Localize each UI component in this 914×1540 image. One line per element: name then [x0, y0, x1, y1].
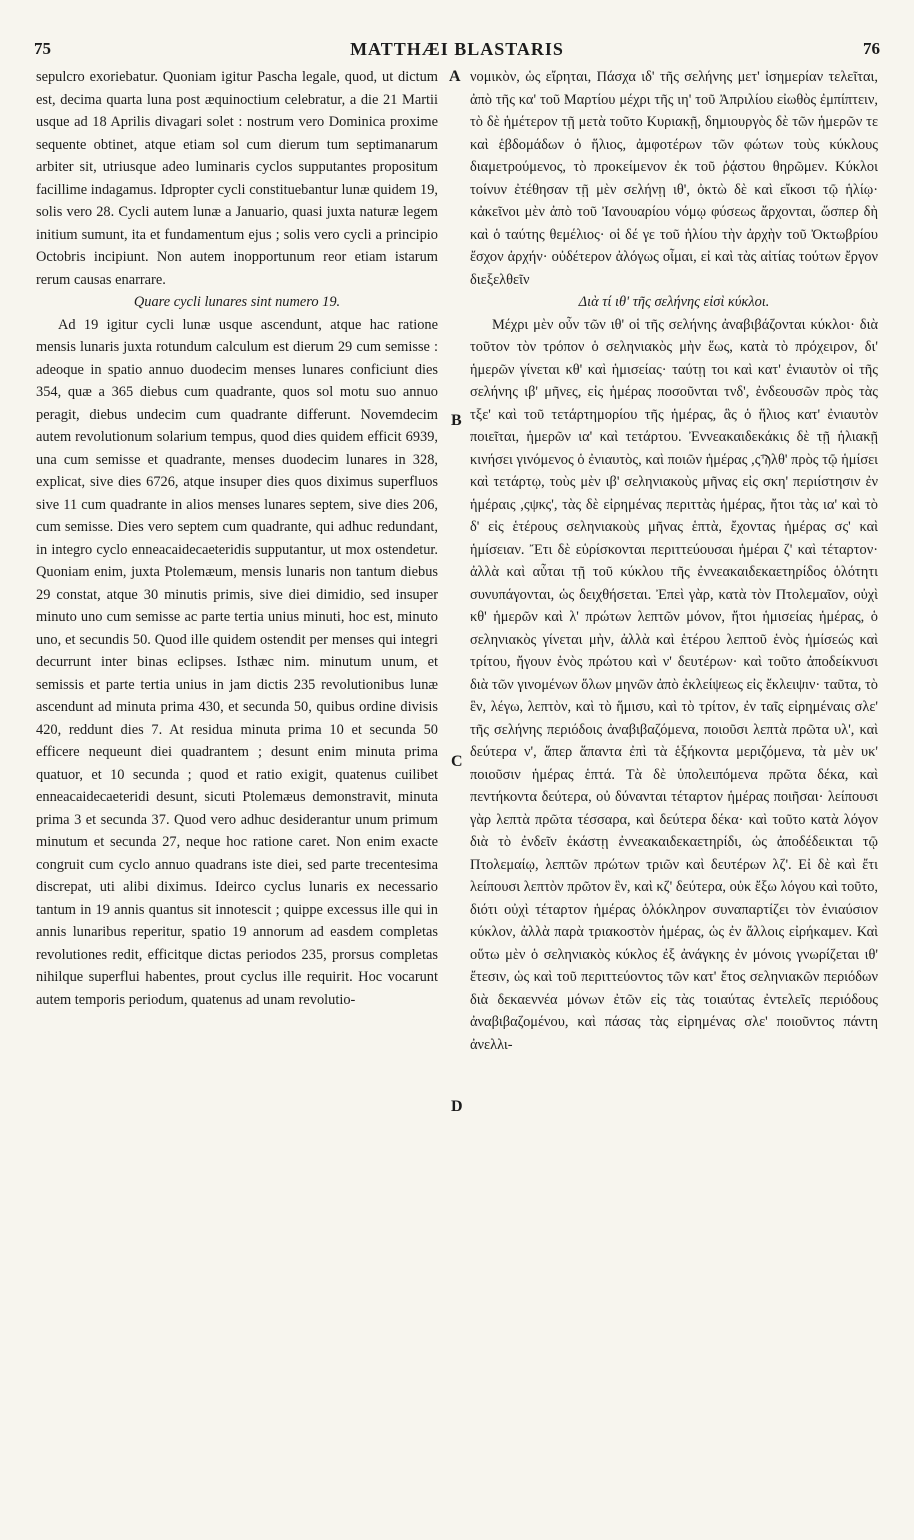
latin-section-title: Quare cycli lunares sint numero 19.: [133, 294, 341, 310]
greek-body-paragraph: Μέχρι μὲν οὖν τῶν ιθ' οἱ τῆς σελήνης ἀναβιβάζονται κύκλοι· διὰ τοῦτον τὸν τρόπον ὁ σεληνιακὸς μὴν ἕως, κατὰ τὸ πρόχειρον, δι' ἡμερῶν γίνεται κθ' καὶ ἡμισείας· ταύτῃ τοι καὶ κατ' ἐνιαυτὸν οἱ τῆς σελήνης ιβ' μῆνες, εἰς ἡμέρας ποσοῦνται τνδ', ἐνδεουσῶν πρὸς τὰς τξε' καὶ τοῦ τετάρτημορίου τῆς ἡμέρας, ἃς ὁ ἥλιος κατ' ἐνιαυτὸν ποιεῖται, ἡμερῶν ια' καὶ τετάρτου. Ἐννεακαιδεκάκις δὲ τῇ ἡλιακῇ κινήσει γινόμενος ὁ ἐνιαυτὸς, καὶ ποιῶν ἡμέρας ,ςϠλθ' πρὸς τῷ ἡμίσει καὶ τετάρτῳ, τοὺς μὲν ιβ' σεληνιακοὺς μῆνας εἰς σκη' περιίστησιν ἐν ἡμέραις ,ςψκς', τὰς δὲ εἰρημένας περιττὰς ἡμέρας, ἤτοι τὰς ια' καὶ τὸ δ' εἰς ἑτέρους σεληνιακοὺς μῆνας ἑπτὰ, ἔχοντας ἡμέρας σς' καὶ ἡμίσειαν. Ἔτι δὲ εὑρίσκονται περιττεύουσαι ἡμέραι ζ' καὶ τέταρτον· ἀλλὰ καὶ αὗται τῇ τοῦ κύκλου τῆς ἐννεακαιδεκαετηρίδος ὁλότητι συνυπάγονται, ὡς δειχθήσεται. Ἐπεὶ γὰρ, κατὰ τὸν Πτολεμαῖον, οὐχὶ κθ' ἡμερῶν καὶ λ' πρώτων λεπτῶν μόνον, ἤτοι ἡμισείας ἡμέρας, ὁ σεληνιακὸς γίνεται μὴν, ἀλλὰ καὶ ἑτέρου λεπτοῦ ἑνὸς ἡμίσεώς καὶ τρίτου, ἤγουν ἑνὸς πρώτου καὶ ν' δευτέρων· καὶ τοῦτο ἀποδείκνυσι διὰ τῶν γινομένων ὅλων μηνῶν ἀπὸ ἐκλείψεως εἰς ἔκλειψιν· ταῦτα, τὸ ἓν, λέγω, λεπτὸν, καὶ τὸ ἥμισυ, καὶ τὸ τρίτον, ἐν ταῖς εἰρημέναις σλε' τῆς σελήνης περιόδοις ἀναβιβαζόμενα, ποιοῦσι λεπτὰ πρῶτα υλ', καὶ δεύτερα ν', ἅπερ ἅπαντα ἐπὶ τὰ ἑξήκοντα μεριζόμενα, τὰ μὲν υκ' ποιοῦσιν ἡμέρας ἑπτά. Τὰ δὲ ὑπολειπόμενα πρῶτα δέκα, καὶ πεντήκοντα δεύτερα, οὐ δύνανται τέταρτον ἡμέρας ποιῆσαι· λείπουσι γὰρ λεπτὰ πρῶτα τέσσαρα, καὶ δεύτερα δέκα· καὶ τοῦτο κατὰ λόγον διὰ τὸ ἐνδεῖν ἑκάστῃ ἐννεακαιδεκαετηρίδι, ὡς ἀποδέδεικται τῷ Πτολεμαίῳ, λεπτῶν πρώτων τριῶν καὶ δευτέρων λζ'. Εἰ δὲ καὶ ἔτι λείπουσι λεπτὸν πρῶτον ἓν, καὶ κζ' δεύτερα, οὐκ ἔξω λόγου καὶ τοῦτο, διότι οὐχὶ τέταρτον ἡμέρας ὁλόκληρον συναπαρτίζει τὸν ἐνιαύσιον κύκλον, ἀλλὰ παρὰ τριακοστὸν ἡμέρας, ὡς ἐν ἄλλοις εἰρήκαμεν. Καὶ οὕτω μὲν ὁ σεληνιακὸς κύκλος ἐξ ἀνάγκης ἐν μόνοις γνωρίζεται ιθ' ἔτεσιν, ὡς καὶ τοῦ περιττεύοντος τῶν κατ' ἔτος σεληνιακῶν περιόδων διὰ δεκαεννέα μόνων ἐτῶν εἰς τὰς τοιαύτας ἐντελεῖς περιόδους ἀναβιβαζομένου, καὶ πάσας τὰς εἰρημένας σλε' ποιοῦντος πάντη ἀνελλι-: [470, 316, 878, 1053]
greek-intro-paragraph: νομικὸν, ὡς εἴρηται, Πάσχα ιδ' τῆς σελήνης μετ' ἰσημερίαν τελεῖται, ἀπὸ τῆς κα' τοῦ Μαρτίου μέχρι τῆς ιη' τοῦ Ἀπριλίου εἰωθὸς ἐμπίπτειν, τὸ δὲ ἡμέτερον τῇ μετὰ τοῦτο Κυριακῇ, δημιουργὸς δὲ τῶν ἡμερῶν τε καὶ ἑβδομάδων ὁ ἥλιος, ἀμφοτέρων τῶν φώτων τοὺς κύκλους διαμετρούμενος, τὸ προκείμενον ἐκ τοῦ ῥᾴστου θηρῶμεν. Κύκλοι τοίνυν ἐτέθησαν τῇ μὲν σελήνῃ ιθ', ὀκτὼ δὲ καὶ εἴκοσι τῷ ἡλίῳ· κἀκεῖνοι μὲν ἀπὸ τοῦ Ἰανουαρίου νόμῳ φύσεως ἄρχονται, ὥσπερ δὴ καὶ ὁ ταύτης θεμέλιος· οἱ δέ γε τοῦ ἡλίου τὴν ἀρχὴν τοῦ Ὀκτωβρίου ἔσχον ἀρχήν· οὐδέτερον ἀλόγως οἶμαι, εἰ καὶ τὰς αἰτίας τούτων ἔργον διεξελθεῖν: [470, 69, 878, 288]
greek-column: [470, 66, 878, 1534]
page-header: [34, 34, 880, 64]
running-title: MATTHÆI BLASTARIS: [350, 38, 564, 59]
page-number-right: 76: [863, 39, 880, 58]
latin-intro-paragraph: sepulcro exoriebatur. Quoniam igitur Pascha legale, quod, ut dictum est, decima quarta luna post æquinoctium celebratur, a die 21 Martii usque ad 18 Aprilis divagari solet : nostrum vero Dominica proxime sequente obtinet, atque etiam sol cum dierum tum septimanarum arbiter sit, utriusque adeo luminaris cyclos supputantes propositum facillime indagamus. Idpropter cycli constituebantur lunæ quidem 19, solis vero 28. Cycli autem lunæ a Januario, quasi juxta naturæ legem initium sumunt, ita et fundamentum ejus ; solis vero cycli a principio Octobris incipiunt. Non autem inopportunum reor etiam istarum rerum causas enarrare.: [36, 69, 438, 288]
section-marker-d: D: [451, 1098, 463, 1115]
latin-body-paragraph: Ad 19 igitur cycli lunæ usque ascendunt, atque hac ratione mensis lunaris juxta rotundum calculum est dierum 29 cum semisse : adeoque in spatio annuo duodecim menses lunares conficiunt dies 354, quæ a 365 diebus cum quadrante, quos sol motu suo annuo peragit, diebus undecim cum quadrante differunt. Novemdecim autem revolutionum solarium tempus, quod dies quidem efficit 6939, una cum semisse et quadrante, menses duodecim lunares in 328, explicat, sive dies 6726, atque insuper dies quos diximus superfluos sive 11 cum quadrante in alios menses lunares septem, sive dies 206, cum semisse. Dies vero septem cum quadrante, qui adhuc redundant, in integro cyclo enneacaidecaeteridis supputantur, ut mox ostendetur. Quoniam enim, juxta Ptolemæum, mensis lunaris non tantum diebus 29 constat, atque 30 minutis primis, sive diei dimidio, sed insuper minuto uno cum semisse ac parte tertia unius minuti, hoc est, minuto uno, et secundis 50. Quod ille quidem ostendit per menses qui integri decurrunt inter binas eclipses. Isthæc nim. minutum unum, et semissis et parte tertia unius in jam dictis 235 revolutionibus lunæ ascendunt ad minuta prima 430, et secunda 50, quibus ordine divisis 420, reddunt dies 7. At residua minuta prima 10 et secunda 50 efficere nequeunt diei quadrantem ; desunt enim minuta prima quatuor, et 10 secunda ; quod et ratio exigit, quatenus cuilibet enneacaidecaeteridi desunt, sicuti Ptolemæus demonstravit, minuta prima 3 et secunda 37. Quod vero adhuc desiderantur unum primum minutum et secunda 27, neque hoc ratione caret. Non enim exacte congruit cum cyclo annuo quadrans iste diei, sed parte trecentesima discrepat, uti alibi diximus. Ideirco cyclus lunaris ex necessario tantum in 19 annis quantus sit innotescit ; quippe excessus ille qui in annis lunaribus reperitur, spatio 19 annorum ad easdem completas revolutiones redit, efficitque dictas periodos 235, prorsus completas nihilque superflui habentes, prout cyclus ille requirit. Hoc vocarunt autem temporis periodum, quatenus ad unam revolutio-: [36, 316, 438, 1008]
latin-column: [36, 66, 438, 1534]
section-marker-b: B: [451, 412, 462, 429]
page-number-left: 75: [34, 39, 51, 58]
greek-section-title: Διὰ τί ιθ' τῆς σελήνης εἰσὶ κύκλοι.: [578, 294, 770, 310]
section-marker-a: A: [449, 68, 461, 85]
section-marker-c: C: [451, 753, 463, 770]
